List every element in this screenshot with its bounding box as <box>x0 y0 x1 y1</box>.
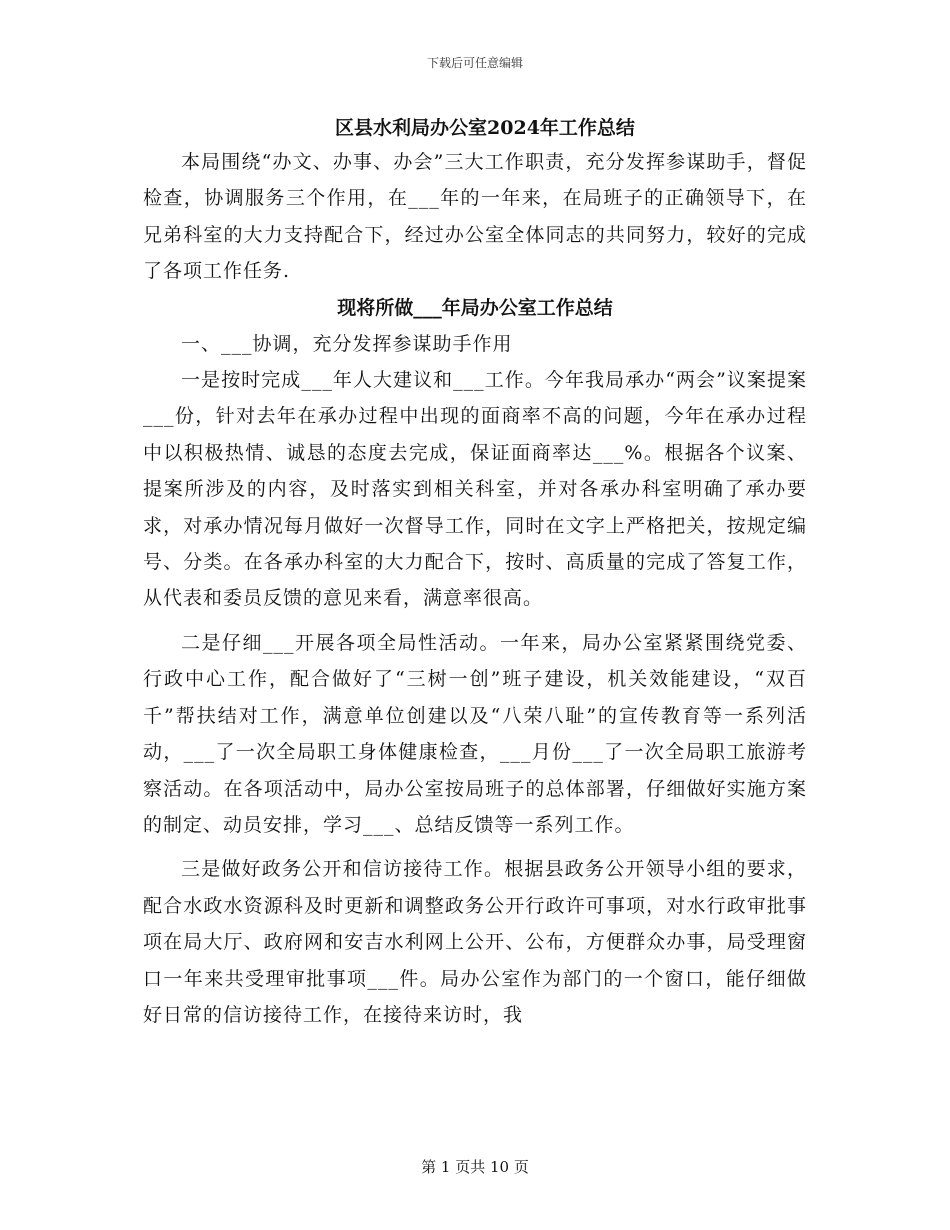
document-body <box>143 112 807 1033</box>
summary-subtitle: 现将所做___年局办公室工作总结 <box>337 296 613 319</box>
document-title: 区县水利局办公室2024年工作总结 <box>335 117 635 139</box>
paragraph-1: 一是按时完成___年人大建议和___工作。今年我局承办“两会”议案提案___份，针对去年在承办过程中出现的面商率不高的问题，今年在承办过程中以积极热情、诚恳的态度去完成，保证面商率达___%。根据各个议案、提案所涉及的内容，及时落实到相关科室，并对各承办科室明确了承办要求，对承办情况每月做好一次督导工作，同时在文字上严格把关，按规定编号、分类。在各承办科室的大力配合下，按时、高质量的完成了答复工作，从代表和委员反馈的意见来看，满意率很高。 <box>143 369 807 610</box>
page-footer: 第 1 页共 10 页 <box>421 1158 529 1176</box>
section-heading: 一、___协调，充分发挥参谋助手作用 <box>181 332 513 355</box>
header-note: 下载后可任意编辑 <box>426 56 523 70</box>
intro-paragraph: 本局围绕“办文、办事、办会”三大工作职责，充分发挥参谋助手，督促检查，协调服务三个作用，在___年的一年来，在局班子的正确领导下，在兄弟科室的大力支持配合下，经过办公室全体同志的共同努力，较好的完成了各项工作任务. <box>143 151 807 283</box>
paragraph-3: 三是做好政务公开和信访接待工作。根据县政务公开领导小组的要求，配合水政水资源科及时更新和调整政务公开行政许可事项，对水行政审批事项在局大厅、政府网和安吉水利网上公开、公布，方便群众办事，局受理窗口一年来共受理审批事项___件。局办公室作为部门的一个窗口，能仔细做好日常的信访接待工作，在接待来访时，我 <box>143 858 807 1026</box>
paragraph-2: 二是仔细___开展各项全局性活动。一年来，局办公室紧紧围绕党委、行政中心工作，配合做好了“三树一创”班子建设，机关效能建设，“双百千”帮扶结对工作，满意单位创建以及“八荣八耻”的宣传教育等一系列活动，___了一次全局职工身体健康检查，___月份___了一次全局职工旅游考察活动。在各项活动中，局办公室按局班子的总体部署，仔细做好实施方案的制定、动员安排，学习___、总结反馈等一系列工作。 <box>143 631 807 836</box>
